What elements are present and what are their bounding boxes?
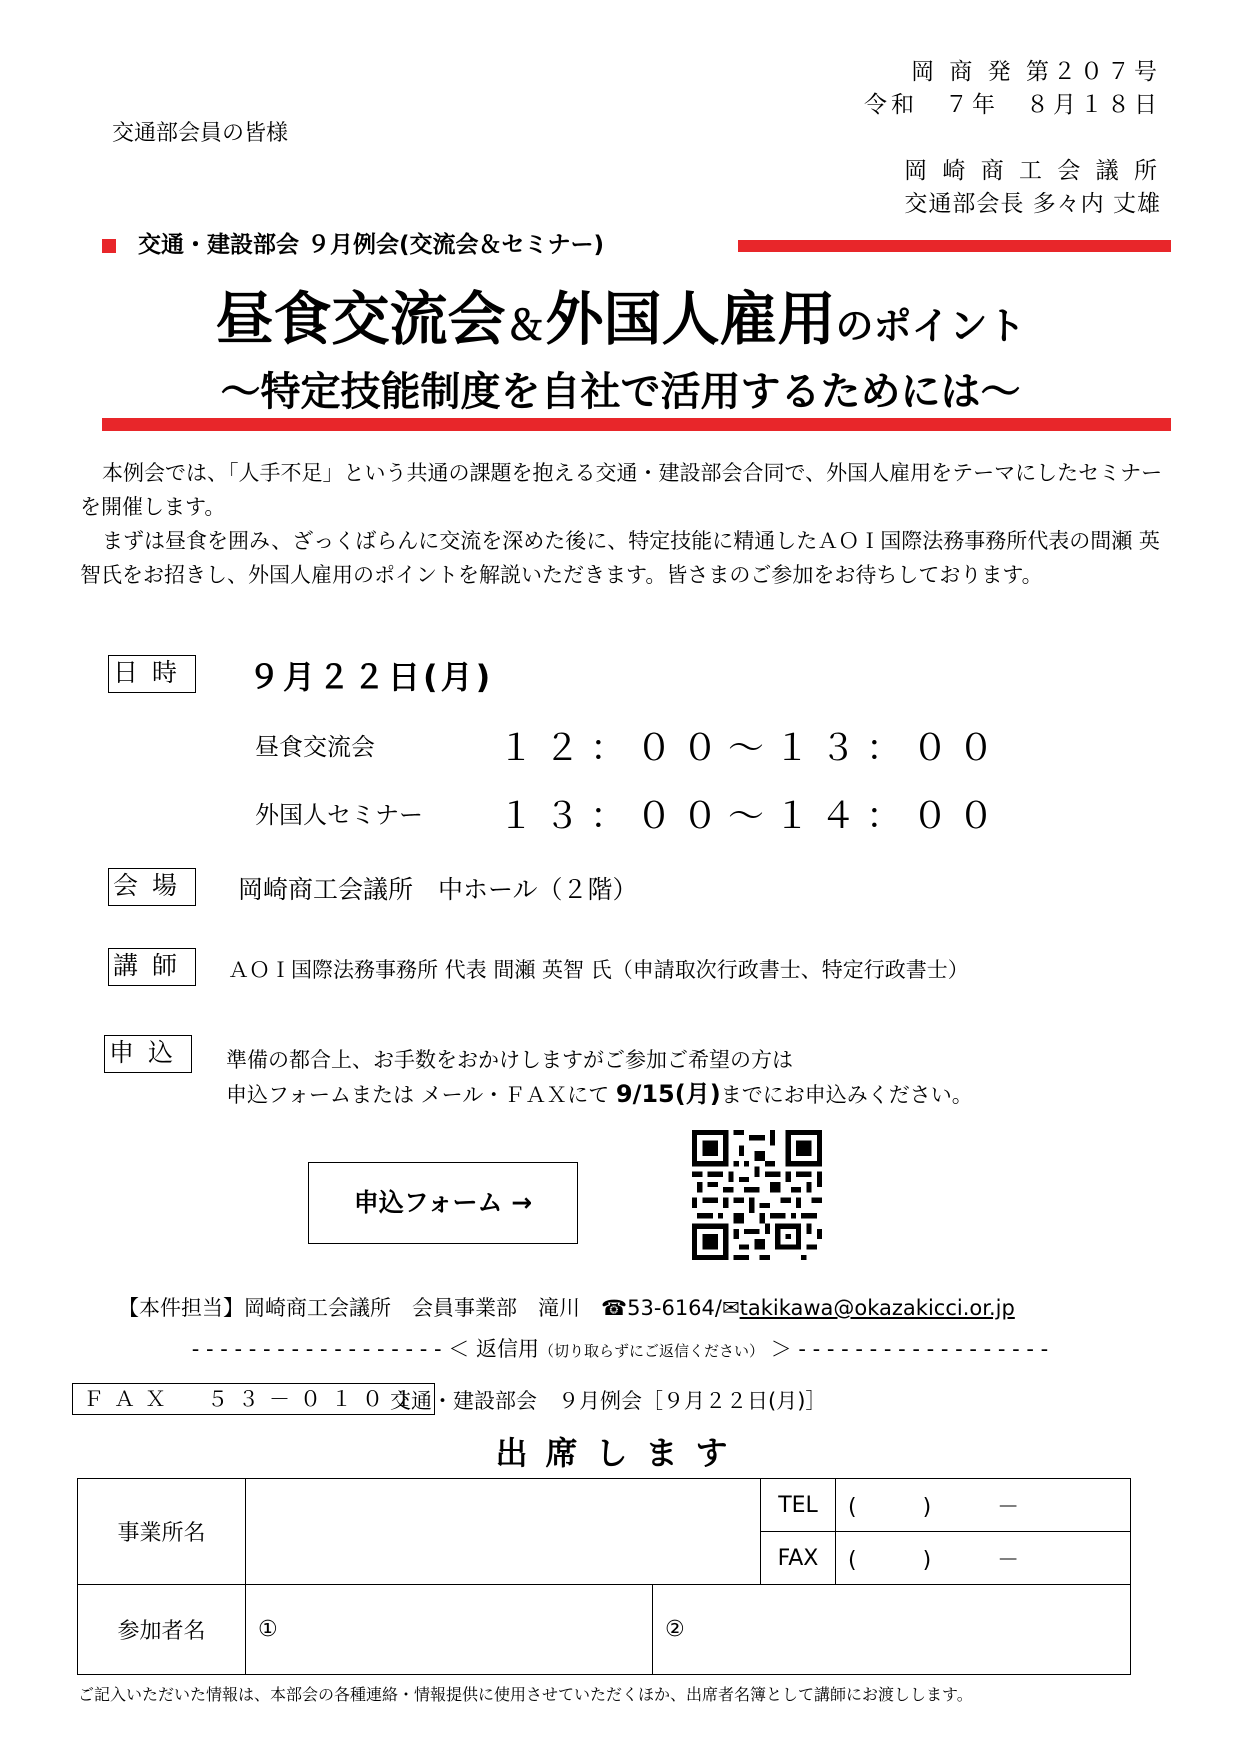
lecturer-label: 講師 <box>108 948 196 986</box>
date-label: 日時 <box>108 655 196 693</box>
schedule-seminar-time: １３：００～１４：００ <box>498 796 1005 837</box>
contact-person: 【本件担当】岡崎商工会議所 会員事業部 滝川 <box>118 1296 601 1320</box>
schedule-lunch-label: 昼食交流会 <box>255 733 375 761</box>
red-square-icon <box>102 239 116 253</box>
lecturer-value: ＡＯＩ国際法務事務所 代表 間瀬 英智 氏（申請取次行政書士、特定行政書士） <box>228 958 969 982</box>
fax-label: FAX <box>761 1532 836 1585</box>
cut-line <box>50 1333 1190 1363</box>
participant-2-field[interactable]: ② <box>653 1585 1131 1675</box>
apply-deadline: 9/15(月) <box>615 1080 721 1108</box>
qr-code-icon[interactable] <box>692 1130 822 1260</box>
intro-paragraph-1: 本例会では、「人手不足」という共通の課題を抱える交通・建設部会合同で、外国人雇用をテーマにしたセミナーを開催します。 <box>80 461 1163 519</box>
issue-date: 令和 ７年 ８月１８日 <box>864 92 1161 118</box>
apply-line-1: 準備の都合上、お手数をおかけしますがご参加ご希望の方は <box>226 1048 793 1072</box>
sender-organization: 岡 崎 商 工 会 議 所 <box>904 158 1161 184</box>
cut-line-label: ＜ 返信用 <box>448 1337 539 1361</box>
tel-field[interactable]: ( ) － <box>836 1479 1131 1532</box>
addressee: 交通部会員の皆様 <box>112 121 289 146</box>
apply-text <box>226 1043 973 1112</box>
cut-line-dashes-left: - - - - - - - - - - - - - - - - - - <box>191 1337 442 1361</box>
title-part2: 外国人雇用 <box>545 285 836 353</box>
application-form-button[interactable]: 申込フォーム → <box>308 1162 578 1244</box>
title-part3: のポイント <box>835 304 1026 348</box>
attend-heading: 出席します <box>495 1434 746 1472</box>
sender-name: 交通部会長 多々内 丈雄 <box>904 191 1161 217</box>
company-name-label: 事業所名 <box>78 1479 246 1585</box>
apply-line-2 <box>226 1077 973 1112</box>
schedule-lunch-time: １２：００～１３：００ <box>498 728 1005 769</box>
company-name-field[interactable] <box>246 1479 761 1585</box>
apply-label: 申込 <box>104 1035 192 1073</box>
fax-number-box: ＦＡＸ ５３－０１０１ <box>72 1383 435 1415</box>
title-bottom-bar <box>102 418 1171 431</box>
apply-line-2-post: までにお申込みください。 <box>720 1083 973 1107</box>
participants-label: 参加者名 <box>78 1585 246 1675</box>
venue-label: 会場 <box>108 868 196 906</box>
reply-event-name: 交通・建設部会 ９月例会［９月２２日(月)］ <box>390 1389 827 1413</box>
subtitle: ～特定技能制度を自社で活用するためには～ <box>220 369 1021 415</box>
title-amp: ＆ <box>505 303 546 349</box>
title-part1: 昼食交流会 <box>215 285 506 353</box>
reference-number: 岡 商 発 第２０７号 <box>911 59 1161 85</box>
venue-value: 岡崎商工会議所 中ホール（２階） <box>238 875 638 904</box>
tel-label: TEL <box>761 1479 836 1532</box>
schedule-seminar-label: 外国人セミナー <box>255 801 423 829</box>
title-top-bar <box>738 240 1171 252</box>
contact-phone: ☎53-6164/ <box>601 1296 722 1320</box>
cut-line-end: ＞ <box>770 1337 792 1361</box>
event-tag <box>102 226 604 259</box>
fax-field[interactable]: ( ) － <box>836 1532 1131 1585</box>
event-tag-text: 交通・建設部会 ９月例会(交流会＆セミナー) <box>138 232 605 258</box>
mail-icon: ✉ <box>721 1296 740 1320</box>
intro-text <box>80 456 1170 592</box>
participant-1-field[interactable]: ① <box>246 1585 653 1675</box>
cut-line-dashes-right: - - - - - - - - - - - - - - - - - - <box>798 1337 1049 1361</box>
cut-line-note: （切り取らずにご返信ください） <box>538 1342 764 1360</box>
date-value: ９月２２日(月) <box>248 658 494 696</box>
main-title <box>0 272 1241 356</box>
apply-line-2-pre: 申込フォームまたは メール・ＦＡＸにて <box>226 1083 616 1107</box>
contact-line <box>118 1292 1015 1322</box>
reply-form-table <box>77 1478 1131 1675</box>
privacy-note: ご記入いただいた情報は、本部会の各種連絡・情報提供に使用させていただくほか、出席者名簿として講師にお渡しします。 <box>78 1685 973 1704</box>
intro-paragraph-2: まずは昼食を囲み、ざっくばらんに交流を深めた後に、特定技能に精通したＡＯＩ国際法務事務所代表の間瀬 英智氏をお招きし、外国人雇用のポイントを解説いただきます。皆さまのご参加をお待ちしております。 <box>80 529 1160 587</box>
contact-email-link[interactable]: takikawa@okazakicci.or.jp <box>739 1296 1015 1320</box>
